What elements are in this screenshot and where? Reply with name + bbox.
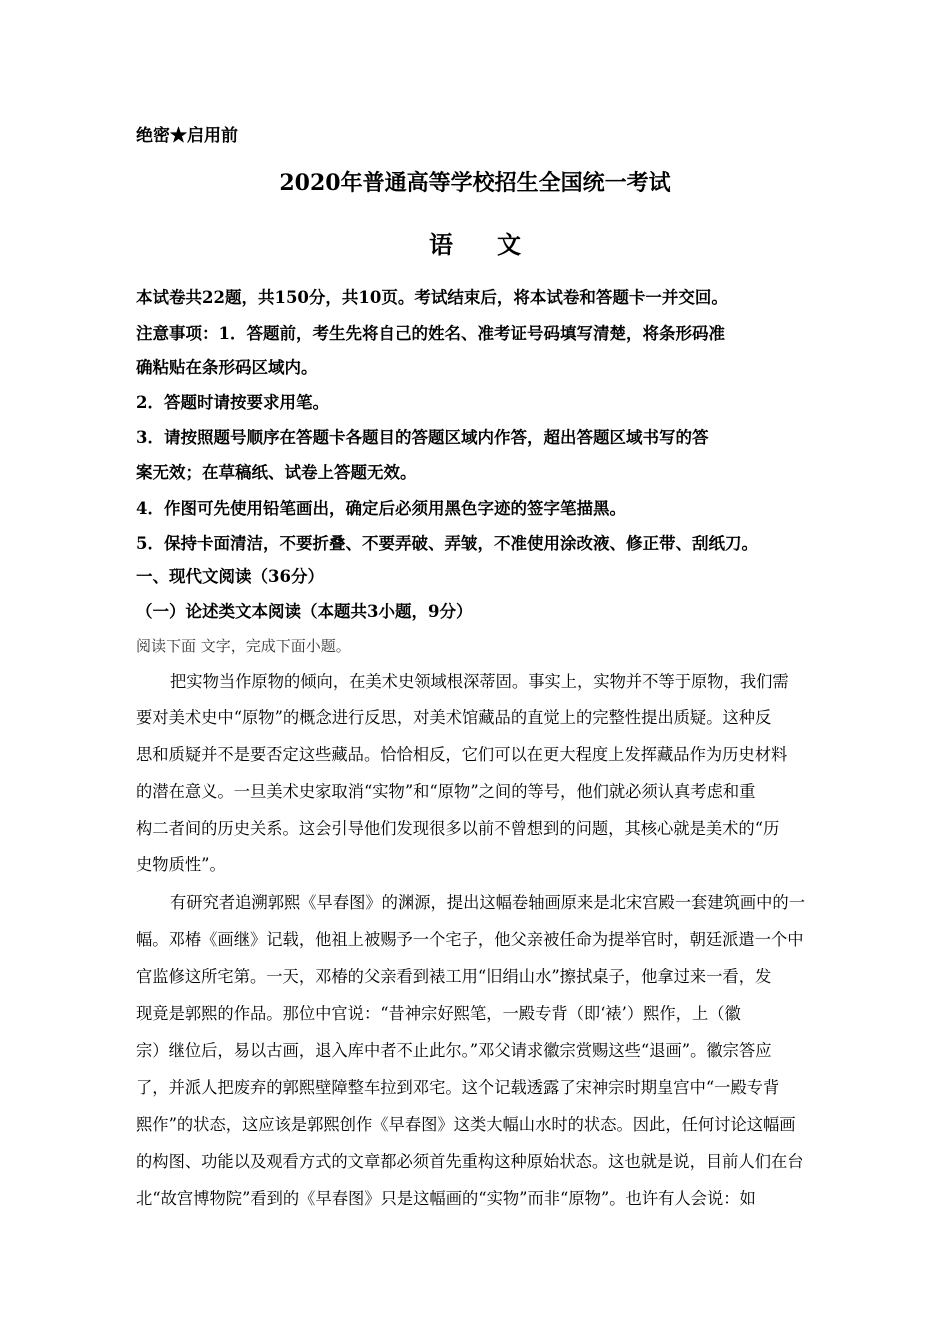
notice-line: 注意事项：1．答题前，考生先将自己的姓名、准考证号码填写清楚，将条形码准 (136, 324, 725, 343)
paragraph-line: 幅。邓椿《画继》记载，他祖上被赐予一个宅子，他父亲被任命为提举官时，朝廷派遣一个中 (136, 930, 804, 949)
paragraph-line: 构二者间的历史关系。这会引导他们发现很多以前不曾想到的问题，其核心就是美术的“历 (136, 819, 780, 838)
notice-line: 本试卷共22题，共150分，共10页。考试结束后，将本试卷和答题卡一并交回。 (136, 288, 728, 307)
paragraph-line: 把实物当作原物的倾向，在美术史领域根深蒂固。事实上，实物并不等于原物，我们需 (170, 672, 789, 691)
paragraph-line: 官监修这所宅第。一天，邓椿的父亲看到裱工用“旧绢山水”擦拭桌子，他拿过来一看，发 (136, 967, 772, 986)
notice-line: 案无效；在草稿纸、试卷上答题无效。 (136, 463, 417, 482)
subject-title: 语文 (429, 230, 565, 259)
paragraph-line: 的潜在意义。一旦美术史家取消“实物”和“原物”之间的等号，他们就必须认真考虑和重 (136, 782, 756, 801)
notice-line: 确粘贴在条形码区域内。 (136, 358, 318, 377)
exam-title: 2020年普通高等学校招生全国统一考试 (279, 170, 671, 196)
section-heading: 一、现代文阅读（36分） (136, 567, 324, 586)
notice-line: 3．请按照题号顺序在答题卡各题目的答题区域内作答，超出答题区域书写的答 (136, 428, 709, 447)
paragraph-line: 的构图、功能以及观看方式的文章都必须首先重构这种原始状态。这也就是说，目前人们在台 (136, 1152, 804, 1171)
notice-line: 2．答题时请按要求用笔。 (136, 393, 329, 412)
paragraph-line: 北“故宫博物院”看到的《早春图》只是这幅画的“实物”而非“原物”。也许有人会说：如 (136, 1189, 756, 1208)
paragraph-line: 熙作”的状态，这应该是郭熙创作《早春图》这类大幅山水时的状态。因此，任何讨论这幅画 (136, 1115, 796, 1134)
confidential-label: 绝密★启用前 (136, 126, 238, 146)
reading-instruction: 阅读下面 文字，完成下面小题。 (136, 637, 351, 655)
notice-line: 4．作图可先使用铅笔画出，确定后必须用黑色字迹的签字笔描黑。 (136, 499, 626, 518)
paragraph-line: 宗）继位后，易以古画，退入库中者不止此尔。”邓父请求徽宗赏赐这些“退画”。徽宗答应 (136, 1041, 772, 1060)
paragraph-line: 了，并派人把废弃的郭熙壁障整车拉到邓宅。这个记载透露了宋神宗时期皇宫中“一殿专背 (136, 1078, 780, 1097)
paragraph-line: 现竟是郭熙的作品。那位中官说：“昔神宗好熙笔，一殿专背（即‘裱’）熙作，上（徽 (136, 1004, 741, 1023)
notice-line: 5．保持卡面清洁，不要折叠、不要弄破、弄皱，不准使用涂改液、修正带、刮纸刀。 (136, 534, 758, 553)
paragraph-line: 要对美术史中“原物”的概念进行反思，对美术馆藏品的直觉上的完整性提出质疑。这种反 (136, 708, 772, 727)
paragraph-line: 史物质性”。 (136, 855, 226, 874)
paragraph-line: 有研究者追溯郭熙《早春图》的渊源，提出这幅卷轴画原来是北宋宫殿一套建筑画中的一 (170, 893, 805, 912)
paragraph-line: 思和质疑并不是要否定这些藏品。恰恰相反，它们可以在更大程度上发挥藏品作为历史材料 (136, 745, 788, 764)
section-subheading: （一）论述类文本阅读（本题共3小题，9分） (136, 602, 473, 621)
